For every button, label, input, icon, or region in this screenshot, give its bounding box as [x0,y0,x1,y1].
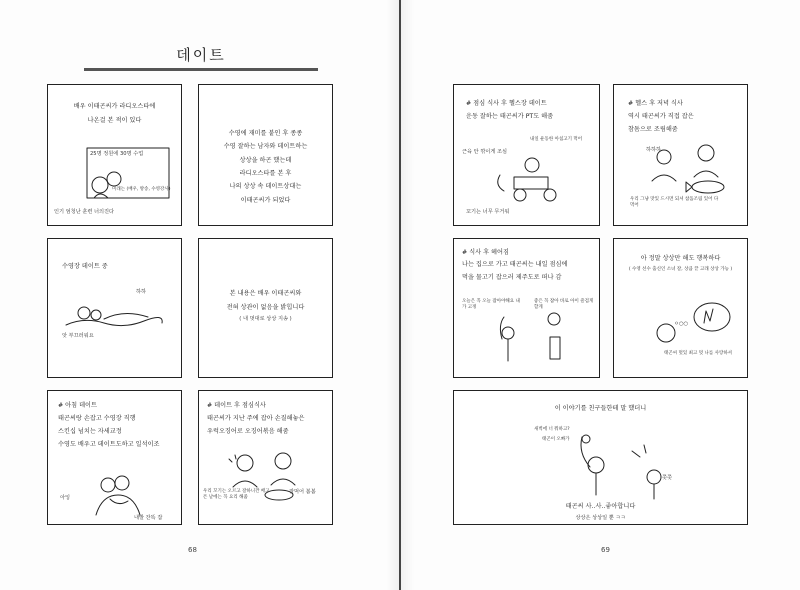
panel-line: 상상을 하곤 했는데 [239,156,292,164]
panel-line: 수영에 재미를 붙인 후 종종 [228,130,303,137]
panel-line: 태곤씨 사..사..좋아합니다 [565,503,636,510]
panel-text [199,287,332,326]
panel-text [628,97,694,136]
panel-text [614,253,747,274]
panel-line: 라디오스타를 본 후 [239,169,292,177]
panel-line: ( 수영 선수 출신인 소녀 잘, 상큼 끝 고래 상상 가능 ) [628,267,733,273]
comic-panel-pool-date [47,238,182,378]
panel-line: 이태곤씨가 되었다 [240,196,291,204]
panel-note: 오늘은 꼭 오늘 잡아야해요 내가 고정 [462,299,520,310]
page-number: 69 [601,546,610,554]
tv-guest-caption: 미래는 (배우, 방송, 수영강사) [112,187,171,192]
friends-drawing [572,431,682,501]
panel-line: 우럭오징어로 오징어볶음 해줌 [207,428,289,436]
panel-line: 본 내용은 배우 이태곤씨와 [229,290,302,297]
panel-line: 참돔으로 조림해줌 [628,126,678,134]
panel-line: 역시 태곤씨가 직접 잡은 [628,113,694,121]
page-number: 68 [188,546,197,554]
gym-workout-drawing [484,155,574,205]
panel-text [466,97,553,123]
panel-line: 먹을 물고기 잡으러 제주도로 떠나 감 [462,273,562,281]
cooking-couple-drawing [227,449,307,511]
panel-bottom-note: 우리 그냥 맛있 드시면 되셔 참돔조림 있어 다 먹어 [630,197,719,208]
panel-line: 나온걸 본 적이 있다 [87,116,142,124]
panel-heading: 수영장 데이트 중 [62,263,108,270]
panel-caption: 잘먹어 봄봄 [289,489,316,495]
panel-caption: 우리 꼬기는 오르고 잘하니깐 배고픈 날에는 꼭 요리 해줌 [203,489,270,500]
panel-line: # 헬스 후 저녁 식사 [628,100,683,107]
panel-line: 수영 잘하는 남자와 데이트하는 [223,143,308,151]
waving-goodbye-drawing [494,309,574,369]
comic-panel-lunch [198,390,333,525]
panel-text [58,399,160,451]
panel-note: 근육 안 깎이게 조심 [462,149,508,155]
comic-panel-friends-reaction [453,390,748,525]
comic-panel-happy [613,238,748,378]
panel-text [48,103,181,125]
title-underline [84,68,318,71]
panel-heading: 이 이야기를 친구들한테 말 했더니 [554,405,647,412]
figure-label: 아잉 [60,495,71,501]
comic-panel-dinner [613,84,748,226]
thought-bubble: ㅇ○○ [674,321,689,327]
panel-bottom-note: 태곤씨 멋있 최고 멋 나를 사랑하셔 [664,351,733,356]
panel-line: 아 정말 상상만 해도 행복하다 [640,255,721,262]
panel-bottom-note: 내발 잔뜩 잡 [134,515,163,521]
embracing-couple-drawing [88,473,148,517]
panel-note: 새벽에 너 뭐하고? [534,427,570,432]
comic-panel-imagination [198,84,333,226]
panel-note: 내일 운동한 아침고기 먹어 [530,137,583,142]
panel-line: 태곤씨랑 손잡고 수영장 직행 [58,415,136,423]
panel-line: # 점심 식사 후 헬스장 데이트 [466,100,547,107]
comic-panel-disclaimer [198,238,333,378]
panel-note: 태곤이 오빠가 [542,437,570,442]
chapter-title: 데이트 [176,46,226,64]
panel-line: 상상은 상상일 뿐 ㅋㅋ [575,515,626,521]
panel-bottom-note: 꼬기는 너무 무거워 [466,209,510,215]
panel-line: 나의 상상 속 데이트상대는 [229,183,302,191]
comic-panel-gym-date [453,84,600,226]
sound-effect: 하하 [136,289,147,295]
comic-panel-farewell [453,238,600,378]
panel-bottom-note: 앗 부끄러워요 [62,333,94,339]
panel-line: 스킨십 넘치는 자세교정 [58,428,122,436]
tv-caption-text: 25명 정원에 30명 수업 [90,151,144,157]
panel-line: # 데이트 후 점심식사 [207,402,266,409]
right-page [401,0,800,590]
panel-line: 전혀 상관이 없음을 밝힙니다 [226,303,305,311]
panel-line: # 아침 데이트 [58,402,98,409]
panel-text [462,247,567,284]
panel-note: 하하하 [646,147,662,153]
panel-bottom-note: 인기 엄청난 훈련 너의진다 [54,209,115,215]
panel-line: 운동 잘하는 태곤씨가 PT도 해줌 [466,113,554,121]
panel-note: ( 내 멋대로 상상 지송 ) [239,316,292,323]
daydream-drawing [650,299,734,349]
panel-line: # 식사 후 헤어짐 [462,249,509,256]
panel-line: 태곤씨가 지난 주에 잡아 손질해놓은 [207,415,305,423]
comic-panel-morning-date [47,390,182,525]
panel-line: 배우 이태곤씨가 라디오스타에 [73,103,156,110]
panel-note: 쯧쯧 [662,475,673,481]
panel-line: 수영도 배우고 데이트도하고 일석이조 [58,441,160,449]
panel-line: 나는 집으로 가고 태곤씨는 내일 점심에 [462,261,568,269]
panel-note: 좋은 꼭 잡아 바로 아이 즐겁게 할게 [534,299,594,310]
comic-panel-radio-star [47,84,182,226]
panel-text [207,399,305,438]
panel-text [199,127,332,207]
left-page [0,0,399,590]
